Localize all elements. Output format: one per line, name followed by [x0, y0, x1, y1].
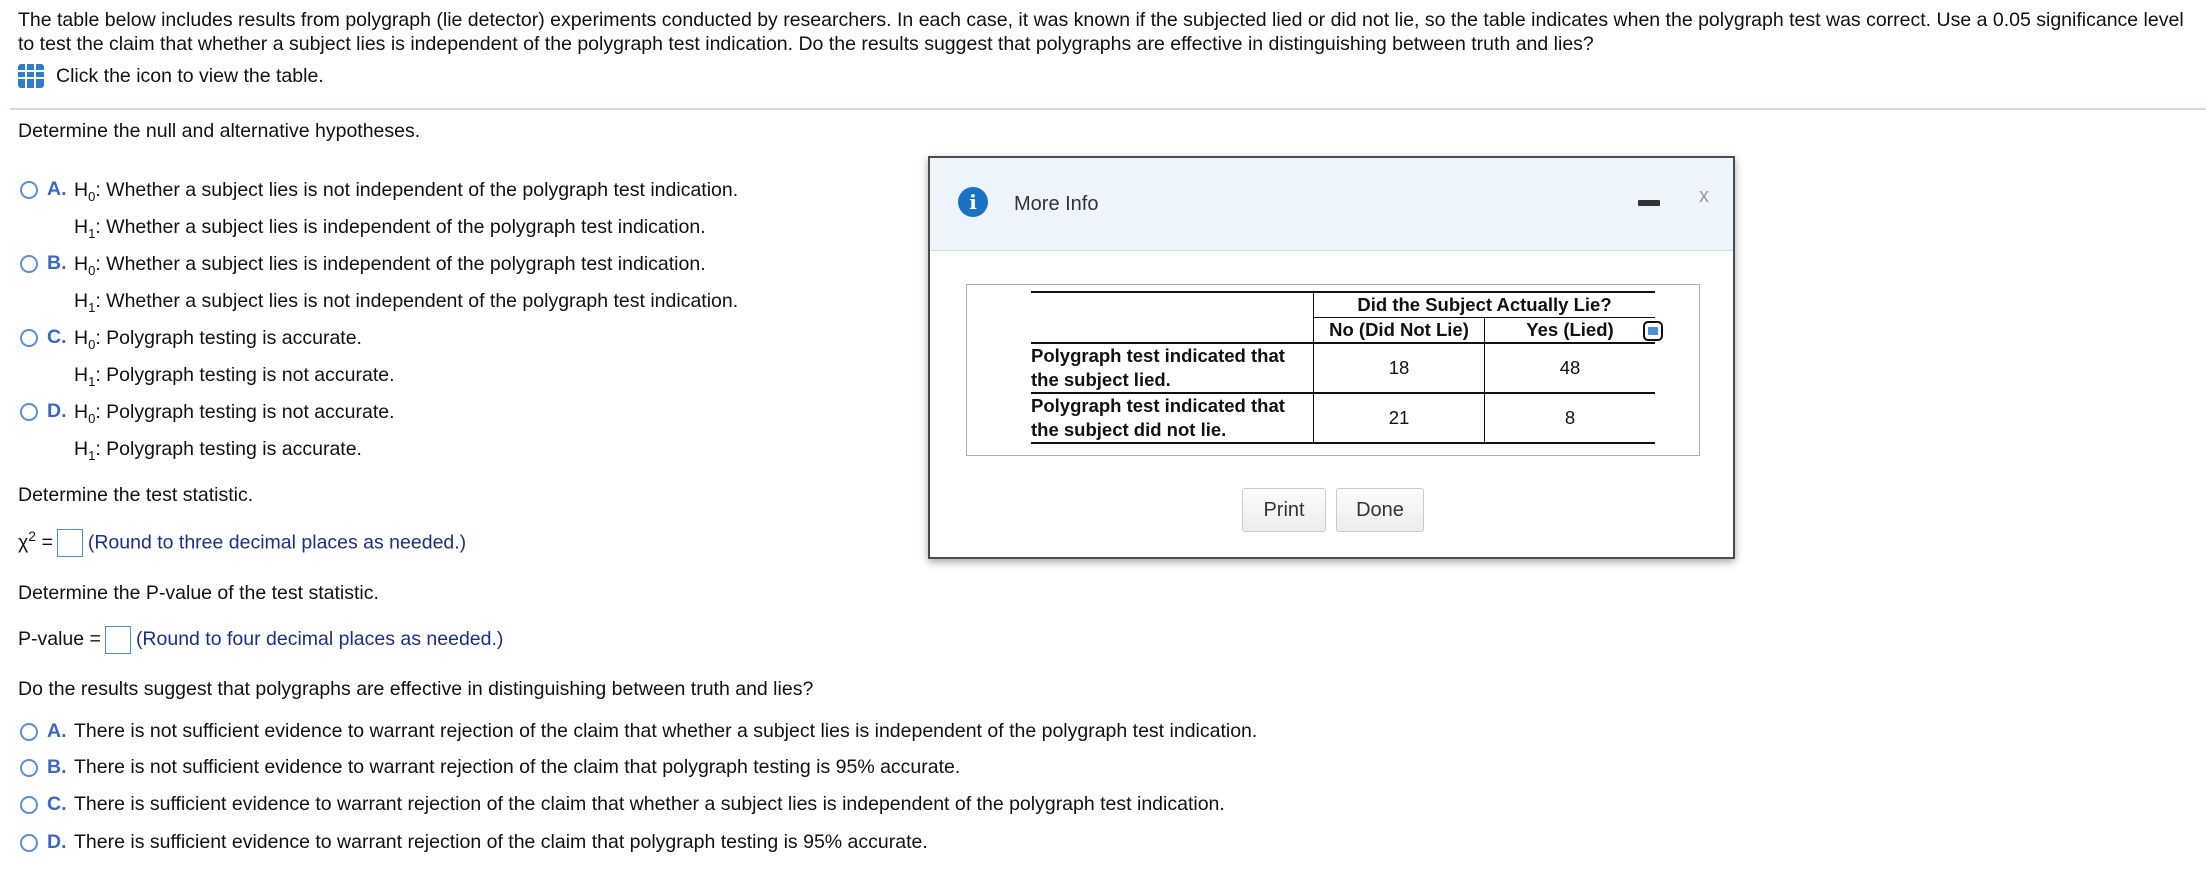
q1-option-a[interactable]: [20, 178, 738, 249]
option-letter: B.: [47, 252, 67, 274]
radio-button[interactable]: [20, 329, 38, 347]
q1-prompt: Determine the null and alternative hypotheses.: [18, 120, 421, 142]
radio-button[interactable]: [20, 759, 38, 777]
option-letter: D.: [47, 400, 67, 422]
chi-exponent: 2: [28, 528, 37, 544]
view-table-text: Click the icon to view the table.: [56, 64, 324, 87]
row-label: Polygraph test indicated that the subject lied.: [1031, 343, 1314, 393]
h0-line: $H_0$: Whether a subject lies is independent of the polygraph test indication.: [74, 253, 706, 278]
q4-option-a[interactable]: [20, 720, 1257, 743]
hypotheses: [74, 175, 738, 249]
info-icon: i: [958, 187, 988, 217]
h1-line: $H_1$: Whether a subject lies is not independent of the polygraph test indication.: [74, 289, 739, 315]
radio-button[interactable]: [20, 834, 38, 852]
radio-button[interactable]: [20, 181, 38, 199]
option-text: There is sufficient evidence to warrant rejection of the claim that whether a subject lies is independent of the polygraph test indication.: [74, 793, 1225, 815]
option-letter: A.: [47, 720, 67, 742]
dialog-title: More Info: [1014, 193, 1099, 215]
group-header: Did the Subject Actually Lie?: [1314, 292, 1656, 318]
option-letter: A.: [47, 178, 67, 200]
p-value-hint: (Round to four decimal places as needed.): [135, 628, 504, 651]
table-row: [1031, 343, 1655, 393]
group-header-row: [1031, 292, 1655, 318]
radio-button[interactable]: [20, 403, 38, 421]
radio-button[interactable]: [20, 796, 38, 814]
close-icon[interactable]: x: [1699, 185, 1709, 207]
divider: [10, 108, 2206, 110]
column-header: Yes (Lied): [1485, 318, 1656, 344]
print-button[interactable]: Print: [1242, 488, 1326, 532]
q3-prompt: Determine the P-value of the test statistic.: [18, 582, 379, 604]
h1-line: $H_1$: Polygraph testing is accurate.: [74, 437, 362, 463]
radio-button[interactable]: [20, 723, 38, 741]
option-letter: C.: [47, 793, 67, 815]
problem-statement: The table below includes results from polygraph (lie detector) experiments conducted by researchers. In each case, it was known if the subjected lied or did not lie, so the table indicates when the polygraph test was correct. Use a 0.05 significance level to test the claim that whether a subject lies is independent of the polygraph test indication. Do the results suggest that polygraphs are effective in distinguishing between truth and lies?: [18, 9, 2184, 55]
p-value-input[interactable]: [105, 626, 131, 654]
q2-prompt: Determine the test statistic.: [18, 484, 254, 506]
q4-option-c[interactable]: [20, 793, 1225, 816]
q1-option-b[interactable]: [20, 252, 738, 323]
h1-line: $H_1$: Whether a subject lies is independent of the polygraph test indication.: [74, 215, 706, 241]
hypotheses: [74, 323, 395, 397]
h1-line: $H_1$: Polygraph testing is not accurate.: [74, 363, 395, 389]
p-value-row: [18, 626, 503, 654]
option-text: There is sufficient evidence to warrant rejection of the claim that polygraph testing is 95% accurate.: [74, 831, 928, 853]
h0-line: $H_0$: Polygraph testing is accurate.: [74, 327, 362, 352]
minimize-icon[interactable]: [1638, 200, 1660, 206]
more-info-dialog: [928, 156, 1735, 559]
view-table-link[interactable]: [18, 64, 324, 88]
hypotheses: [74, 397, 395, 471]
q4-option-d[interactable]: [20, 831, 928, 854]
contingency-table: [1031, 291, 1655, 444]
q1-option-d[interactable]: [20, 400, 395, 471]
done-button[interactable]: Done: [1336, 488, 1424, 532]
q4-prompt: Do the results suggest that polygraphs are effective in distinguishing between truth and lies?: [18, 678, 814, 700]
chi-square-hint: (Round to three decimal places as needed.): [87, 531, 467, 554]
option-letter: C.: [47, 326, 67, 348]
option-letter: D.: [47, 831, 67, 853]
option-letter: B.: [47, 756, 67, 778]
option-text: There is not sufficient evidence to warrant rejection of the claim that polygraph testing is 95% accurate.: [74, 756, 961, 778]
row-label: Polygraph test indicated that the subject did not lie.: [1031, 393, 1314, 443]
h0-line: $H_0$: Polygraph testing is not accurate.: [74, 401, 395, 426]
table-cell: 48: [1485, 343, 1656, 393]
hypotheses: [74, 249, 738, 323]
p-value-label: P-value =: [18, 628, 101, 651]
dialog-header: [930, 158, 1733, 251]
column-header-row: [1031, 318, 1655, 344]
table-cell: 18: [1314, 343, 1485, 393]
q4-option-b[interactable]: [20, 756, 960, 779]
table-frame: [966, 284, 1700, 456]
table-cell: 8: [1485, 393, 1656, 443]
h0-line: $H_0$: Whether a subject lies is not independent of the polygraph test indication.: [74, 179, 739, 204]
equals-sign: =: [36, 531, 53, 554]
q1-option-c[interactable]: [20, 326, 395, 397]
chi-square-input[interactable]: [57, 529, 83, 557]
option-text: There is not sufficient evidence to warrant rejection of the claim that whether a subject lies is independent of the polygraph test indication.: [74, 720, 1258, 742]
column-header: No (Did Not Lie): [1314, 318, 1485, 344]
chi-symbol: χ: [18, 531, 29, 554]
table-row: [1031, 393, 1655, 443]
table-icon[interactable]: [18, 64, 44, 88]
copy-table-icon[interactable]: [1643, 321, 1663, 341]
radio-button[interactable]: [20, 255, 38, 273]
table-cell: 21: [1314, 393, 1485, 443]
chi-square-row: [18, 528, 466, 557]
